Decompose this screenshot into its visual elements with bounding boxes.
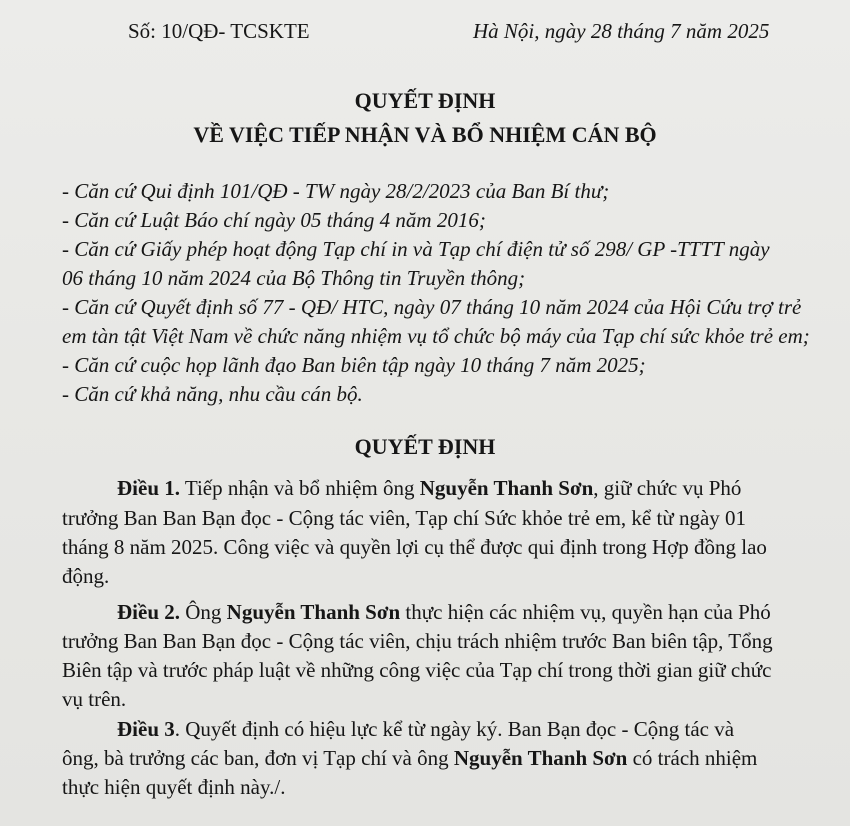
article-text: có trách nhiệm: [627, 746, 758, 770]
article-1-label: Điều 1.: [117, 476, 180, 500]
article-1-line: [117, 475, 741, 501]
document-number: Số: 10/QĐ- TCSKTE: [128, 19, 310, 43]
article-1-line: động.: [62, 564, 110, 588]
article-3-line: thực hiện quyết định này./.: [62, 775, 286, 799]
person-name: Nguyễn Thanh Sơn: [419, 476, 594, 500]
article-text: , giữ chức vụ Phó: [593, 476, 742, 500]
basis-line: - Căn cứ Luật Báo chí ngày 05 tháng 4 năm 2016;: [62, 208, 486, 232]
document-title: QUYẾT ĐỊNH: [354, 88, 496, 113]
place-date: Hà Nội, ngày 28 tháng 7 năm 2025: [473, 19, 770, 43]
article-2-line: trưởng Ban Ban Bạn đọc - Cộng tác viên, chịu trách nhiệm trước Ban biên tập, Tổng: [62, 629, 773, 653]
basis-line: 06 tháng 10 năm 2024 của Bộ Thông tin Truyền thông;: [62, 266, 526, 290]
article-text: thực hiện các nhiệm vụ, quyền hạn của Phó: [400, 600, 771, 624]
article-text: ông, bà trưởng các ban, đơn vị Tạp chí và ông: [62, 746, 454, 770]
article-3-line: [117, 716, 734, 742]
person-name: Nguyễn Thanh Sơn: [226, 600, 401, 624]
person-name: Nguyễn Thanh Sơn: [453, 746, 628, 770]
article-2-line: Biên tập và trước pháp luật về những công việc của Tạp chí trong thời gian giữ chức: [62, 658, 772, 682]
document-subject: VỀ VIỆC TIẾP NHẬN VÀ BỔ NHIỆM CÁN BỘ: [193, 122, 657, 147]
article-3-label: Điều 3: [117, 717, 175, 741]
basis-line: - Căn cứ Quyết định số 77 - QĐ/ HTC, ngày 07 tháng 10 năm 2024 của Hội Cứu trợ trẻ: [62, 295, 802, 319]
basis-line: - Căn cứ khả năng, nhu cầu cán bộ.: [62, 382, 363, 406]
basis-line: - Căn cứ Giấy phép hoạt động Tạp chí in và Tạp chí điện tử số 298/ GP -TTTT ngày: [62, 237, 770, 261]
basis-line: - Căn cứ cuộc họp lãnh đạo Ban biên tập ngày 10 tháng 7 năm 2025;: [62, 353, 646, 377]
basis-line: - Căn cứ Qui định 101/QĐ - TW ngày 28/2/2023 của Ban Bí thư;: [62, 179, 610, 203]
article-3-line: [62, 745, 757, 771]
decision-heading: QUYẾT ĐỊNH: [354, 434, 496, 459]
article-2-label: Điều 2.: [117, 600, 180, 624]
basis-line: em tàn tật Việt Nam về chức năng nhiệm vụ tổ chức bộ máy của Tạp chí sức khỏe trẻ em;: [62, 324, 810, 348]
article-text: Tiếp nhận và bổ nhiệm ông: [180, 476, 420, 500]
article-2-line: vụ trên.: [62, 687, 127, 711]
article-1-line: tháng 8 năm 2025. Công việc và quyền lợi cụ thể được qui định trong Hợp đồng lao: [62, 535, 767, 559]
article-text: Ông: [180, 600, 227, 624]
article-text: . Quyết định có hiệu lực kể từ ngày ký. Ban Bạn đọc - Cộng tác và: [174, 717, 735, 741]
article-1-line: trưởng Ban Ban Bạn đọc - Cộng tác viên, Tạp chí Sức khỏe trẻ em, kể từ ngày 01: [62, 506, 747, 530]
article-2-line: [117, 599, 771, 625]
